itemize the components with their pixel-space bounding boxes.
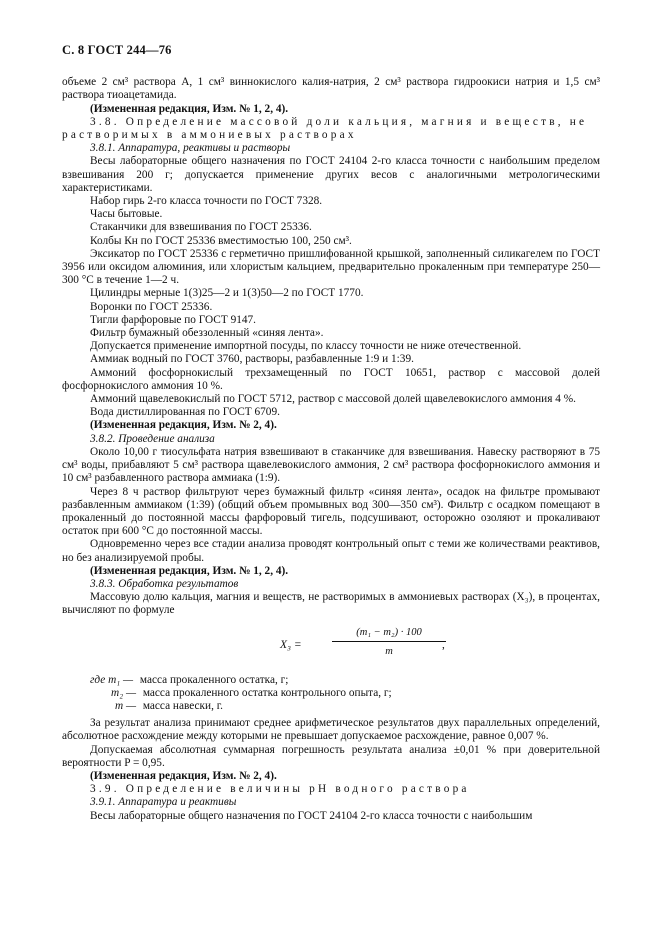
paragraph: Часы бытовые. (90, 208, 163, 221)
subsection-heading-3-8-2: 3.8.2. Проведение анализа (90, 432, 215, 445)
paragraph: Около 10,00 г тиосульфата натрия взвешивают в стаканчике для взвешивания. Навеску растворяют в 75 см³ воды, прибавляют 5 см³ раствора щавелевокислого аммония, 2 см³ раствора фосфорнокислого аммония и 10 см³ разбавленного раствора аммиака (1:9). (62, 445, 600, 485)
paragraph: Стаканчики для взвешивания по ГОСТ 25336. (90, 221, 312, 234)
legend-symbol: m — (114, 699, 136, 712)
paragraph: Допускается применение импортной посуды, по классу точности не ниже отечественной. (90, 340, 522, 353)
paragraph: Допускаемая абсолютная суммарная погрешность результата анализа ±0,01 % при доверительной вероятности P = 0,95. (62, 743, 600, 769)
amendment-note: (Измененная редакция, Изм. № 2, 4). (90, 419, 277, 432)
section-heading-3-9: 3.9. Определение величины pH водного раствора (90, 783, 470, 796)
paragraph: объеме 2 см³ раствора А, 1 см³ виннокислого калия-натрия, 2 см³ раствора гидроокиси натрия и 1,5 см³ раствора тиоацетамида. (62, 76, 600, 102)
paragraph: Одновременно через все стадии анализа проводят контрольный опыт с теми же количествами реактивов, но без анализируемой пробы. (62, 538, 600, 564)
paragraph: Фильтр бумажный обеззоленный «синяя лента». (90, 327, 324, 340)
paragraph: Аммоний щавелевокислый по ГОСТ 5712, раствор с массовой долей щавелевокислого аммония 4 %. (90, 393, 576, 406)
formula-numerator: (m₁ − m₂) · 100 (356, 626, 422, 638)
subsection-heading-3-8-3: 3.8.3. Обработка результатов (90, 577, 239, 590)
legend-text: масса прокаленного остатка контрольного опыта, г; (142, 686, 392, 699)
paragraph: Аммоний фосфорнокислый трехзамещенный по ГОСТ 10651, раствор с массовой долей фосфорнокислого аммония 10 %. (62, 366, 600, 392)
legend-row (90, 674, 600, 687)
subsection-heading-3-8-1: 3.8.1. Аппаратура, реактивы и растворы (90, 142, 291, 155)
formula-comma: , (442, 638, 445, 651)
legend-row (90, 700, 600, 713)
formula-denominator: m (385, 645, 393, 657)
paragraph: За результат анализа принимают среднее арифметическое результатов двух параллельных определений, абсолютное расхождение между которыми не превышает допускаемое расхождение, равное 0,007 %. (62, 717, 600, 743)
paragraph: Колбы Кн по ГОСТ 25336 вместимостью 100, 250 см³. (90, 234, 352, 247)
paragraph: Набор гирь 2-го класса точности по ГОСТ 7328. (90, 195, 323, 208)
section-heading-3-8: 3.8. Определение массовой доли кальция, магния и веществ, не растворимых в аммониевых растворах (62, 115, 588, 142)
page-header: С. 8 ГОСТ 244—76 (62, 43, 172, 57)
paragraph: Воронки по ГОСТ 25336. (90, 300, 213, 313)
paragraph: Цилиндры мерные 1(3)25—2 и 1(3)50—2 по ГОСТ 1770. (90, 287, 364, 300)
paragraph: Весы лабораторные общего назначения по ГОСТ 24104 2-го класса точности с наибольшим пределом взвешивания 200 г; допускается применение других весов с аналогичными метрологическими характеристиками. (62, 155, 600, 194)
amendment-note: (Измененная редакция, Изм. № 1, 2, 4). (90, 564, 289, 577)
paragraph: Тигли фарфоровые по ГОСТ 9147. (90, 313, 256, 326)
formula (62, 622, 600, 668)
legend-text: масса навески, г. (142, 699, 223, 712)
amendment-note: (Измененная редакция, Изм. № 1, 2, 4). (90, 102, 289, 115)
variable-legend (90, 674, 600, 714)
legend-text: масса прокаленного остатка, г; (139, 673, 289, 686)
subsection-heading-3-9-1: 3.9.1. Аппаратура и реактивы (90, 796, 237, 809)
paragraph: Вода дистиллированная по ГОСТ 6709. (90, 406, 280, 419)
legend-symbol: m₂ — (111, 686, 136, 699)
paragraph: Весы лабораторные общего назначения по ГОСТ 24104 2-го класса точности с наибольшим (90, 809, 533, 822)
paragraph: Через 8 ч раствор фильтруют через бумажный фильтр «синяя лента», осадок на фильтре промывают разбавленным аммиаком (1:39) (общий объем промывных вод 300—350 см³). Фильтр с осадком помещают в прокаленный до постоянной массы фарфоровый тигель, подсушивают, осторожно озоляют и прокаливают остаток при 600 °С до постоянной массы. (62, 485, 600, 538)
legend-row (90, 687, 600, 700)
paragraph: Эксикатор по ГОСТ 25336 с герметично пришлифованной крышкой, заполненный силикагелем по ГОСТ 3956 или оксидом алюминия, или хлористым кальцием, предварительно прокаленным при температуре 250—300 °С в течение 1—2 ч. (62, 247, 600, 287)
document-page (62, 44, 600, 823)
amendment-note: (Измененная редакция, Изм. № 2, 4). (90, 769, 277, 782)
formula-fraction (330, 626, 448, 658)
paragraph: Аммиак водный по ГОСТ 3760, растворы, разбавленные 1:9 и 1:39. (90, 353, 414, 366)
formula-lhs: X₃ = (280, 638, 302, 651)
paragraph: Массовую долю кальция, магния и веществ, не растворимых в аммониевых растворах (X₃), в процентах, вычисляют по формуле (62, 591, 600, 617)
legend-symbol: где m₁ — (90, 673, 134, 686)
